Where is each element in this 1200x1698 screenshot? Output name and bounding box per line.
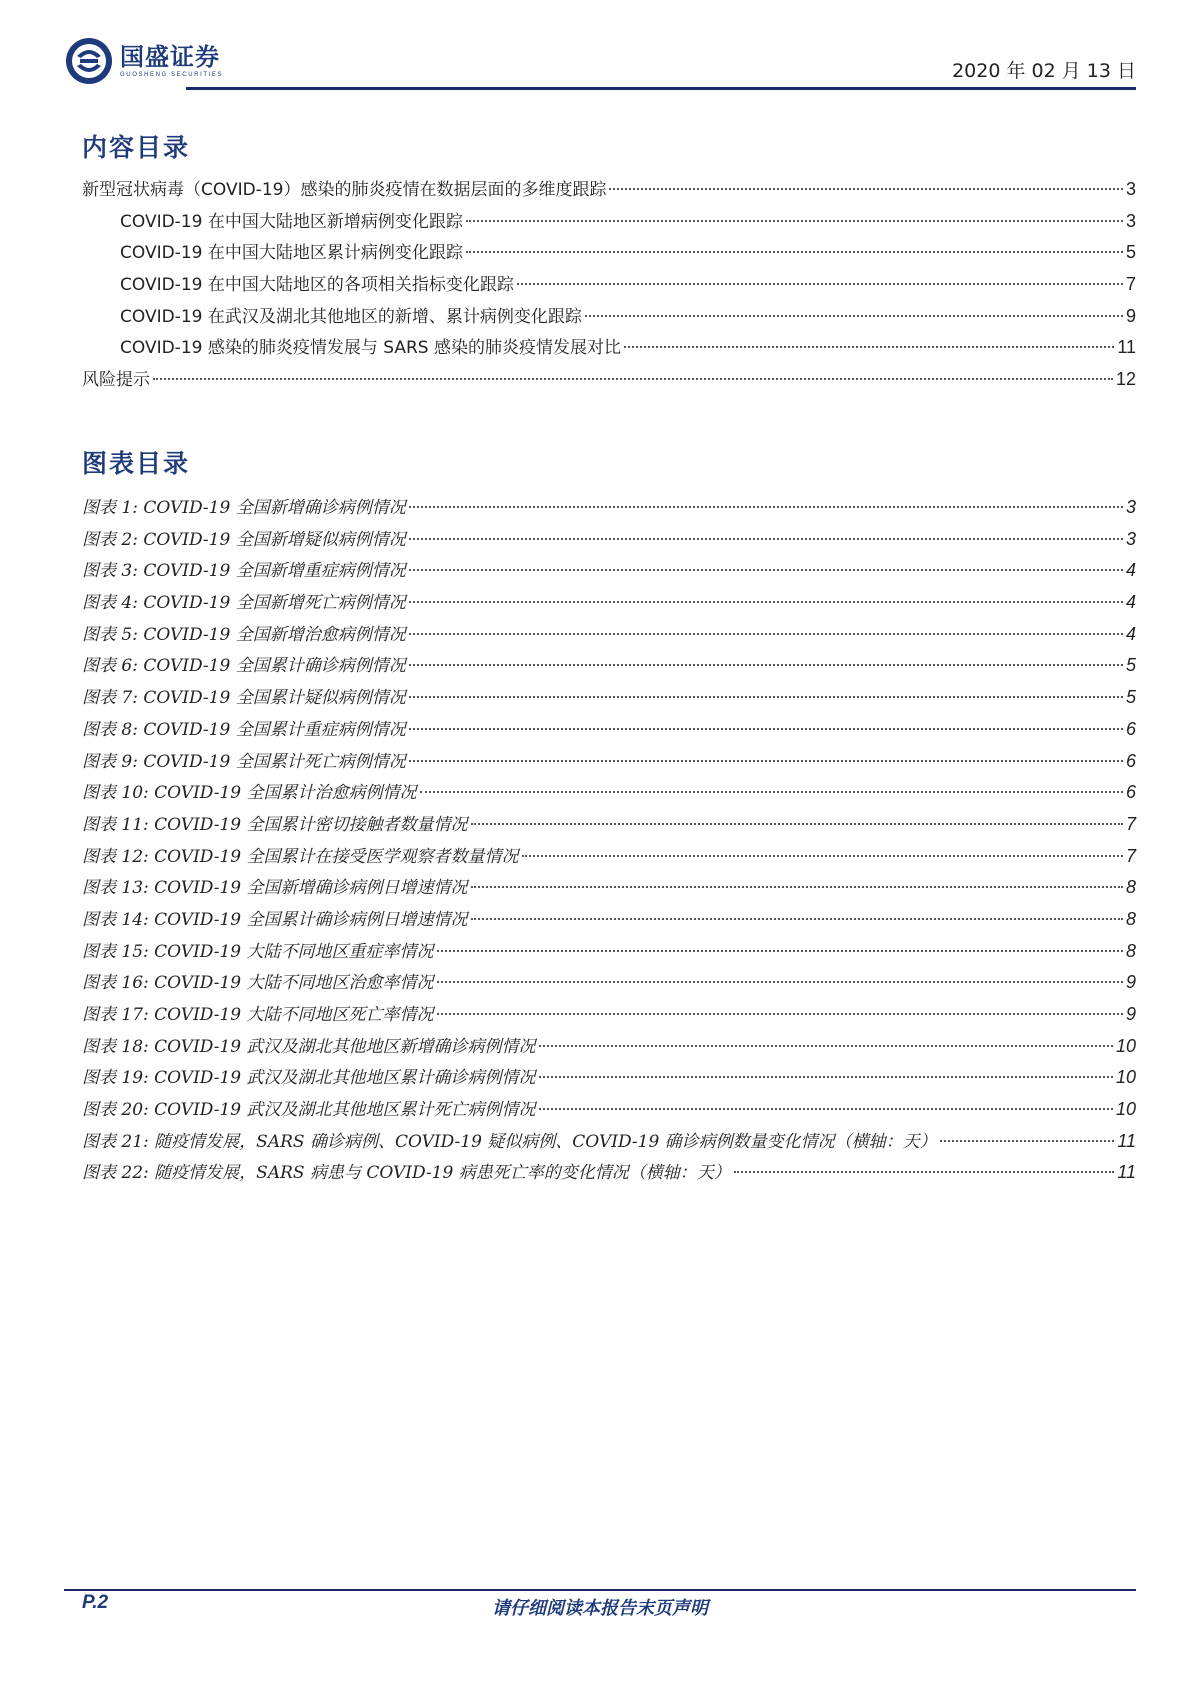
figure-toc-entry-page: 5	[1125, 655, 1136, 676]
content-toc-list	[82, 174, 1136, 396]
figure-toc-entry-title: 图表 1: COVID-19 全国新增确诊病例情况	[82, 498, 406, 518]
dot-leader	[609, 188, 1123, 190]
dot-leader	[409, 569, 1123, 571]
figure-toc-entry-page: 7	[1125, 813, 1136, 834]
dot-leader	[585, 315, 1123, 317]
figure-toc-entry[interactable]	[82, 1094, 1136, 1126]
figure-toc-entry-title: 图表 5: COVID-19 全国新增治愈病例情况	[82, 624, 406, 645]
content-toc-entry-page: 11	[1117, 337, 1136, 358]
dot-leader	[437, 981, 1123, 983]
figure-toc-entry-page: 8	[1125, 877, 1136, 898]
dot-leader	[517, 283, 1123, 285]
dot-leader	[624, 346, 1114, 348]
figure-toc-entry[interactable]	[82, 777, 1136, 809]
figure-toc-entry-page: 9	[1125, 1004, 1136, 1024]
content-toc-title: 内容目录	[82, 133, 191, 162]
content-toc-entry-title: COVID-19 在武汉及湖北其他地区的新增、累计病例变化跟踪	[120, 306, 582, 327]
figure-toc-entry-page: 4	[1125, 592, 1136, 613]
content-toc-entry[interactable]	[82, 364, 1136, 396]
content-toc-entry-page: 12	[1115, 369, 1136, 390]
content-toc-entry-title: COVID-19 感染的肺炎疫情发展与 SARS 感染的肺炎疫情发展对比	[120, 338, 622, 359]
dot-leader	[471, 886, 1123, 888]
dot-leader	[409, 538, 1123, 540]
figure-toc-list	[82, 492, 1136, 1189]
figure-toc-entry-page: 9	[1125, 972, 1136, 993]
figure-toc-entry-title: 图表 18: COVID-19 武汉及湖北其他地区新增确诊病例情况	[82, 1036, 536, 1057]
dot-leader	[940, 1140, 1115, 1142]
report-date: 2020 年 02 月 13 日	[952, 60, 1136, 82]
figure-toc-title: 图表目录	[82, 449, 191, 478]
dot-leader	[466, 220, 1123, 222]
figure-toc-entry[interactable]	[82, 936, 1136, 968]
dot-leader	[471, 918, 1123, 920]
figure-toc-entry-title: 图表 15: COVID-19 大陆不同地区重症率情况	[82, 941, 434, 962]
figure-toc-entry-page: 11	[1117, 1130, 1136, 1151]
page-number: P.2	[82, 1592, 109, 1613]
dot-leader	[409, 728, 1123, 730]
content-toc-entry-page: 3	[1125, 179, 1136, 199]
figure-toc-entry-title: 图表 8: COVID-19 全国累计重症病例情况	[82, 719, 406, 740]
figure-toc-entry-title: 图表 2: COVID-19 全国新增疑似病例情况	[82, 529, 406, 550]
figure-toc-entry-title: 图表 3: COVID-19 全国新增重症病例情况	[82, 561, 406, 582]
figure-toc-entry[interactable]	[82, 967, 1136, 999]
figure-toc-entry-title: 图表 7: COVID-19 全国累计疑似病例情况	[82, 688, 406, 709]
logo-english-name: GUOSHENG SECURITIES	[120, 72, 224, 78]
dot-leader	[539, 1045, 1113, 1047]
dot-leader	[734, 1171, 1115, 1173]
content-toc-entry-title: 风险提示	[82, 370, 150, 391]
figure-toc-entry-title: 图表 21: 随疫情发展，SARS 确诊病例、COVID-19 疑似病例、COVID-19 确诊病例数量变化情况（横轴：天）	[82, 1131, 937, 1152]
figure-toc-entry[interactable]	[82, 714, 1136, 746]
disclaimer-note: 请仔细阅读本报告末页声明	[492, 1598, 708, 1619]
figure-toc-entry-page: 11	[1117, 1162, 1136, 1183]
figure-toc-entry-page: 8	[1125, 940, 1136, 961]
figure-toc-entry[interactable]	[82, 650, 1136, 682]
figure-toc-entry-title: 图表 6: COVID-19 全国累计确诊病例情况	[82, 656, 406, 677]
figure-toc-entry-title: 图表 12: COVID-19 全国累计在接受医学观察者数量情况	[82, 846, 519, 867]
figure-toc-entry-title: 图表 17: COVID-19 大陆不同地区死亡率情况	[82, 1005, 434, 1025]
figure-toc-entry[interactable]	[82, 746, 1136, 778]
figure-toc-entry-page: 7	[1125, 845, 1136, 866]
figure-toc-entry-title: 图表 16: COVID-19 大陆不同地区治愈率情况	[82, 973, 434, 994]
figure-toc-entry-page: 3	[1125, 497, 1136, 517]
figure-toc-entry[interactable]	[82, 999, 1136, 1031]
dot-leader	[409, 664, 1123, 666]
figure-toc-entry-page: 6	[1125, 750, 1136, 771]
figure-toc-entry-page: 10	[1115, 1067, 1136, 1088]
figure-toc-entry-title: 图表 10: COVID-19 全国累计治愈病例情况	[82, 783, 417, 804]
dot-leader	[409, 601, 1123, 603]
content-toc-entry[interactable]	[82, 237, 1136, 269]
header-divider	[186, 87, 1136, 90]
figure-toc-entry-title: 图表 4: COVID-19 全国新增死亡病例情况	[82, 593, 406, 614]
dot-leader	[522, 855, 1123, 857]
content-toc-entry[interactable]	[82, 174, 1136, 206]
figure-toc-entry[interactable]	[82, 492, 1136, 524]
content-toc-entry[interactable]	[82, 301, 1136, 333]
figure-toc-entry[interactable]	[82, 587, 1136, 619]
content-toc-entry-title: COVID-19 在中国大陆地区累计病例变化跟踪	[120, 243, 463, 264]
content-toc-entry[interactable]	[82, 332, 1136, 364]
figure-toc-entry-page: 4	[1125, 623, 1136, 644]
guosheng-logo-icon	[64, 36, 114, 86]
figure-toc-entry[interactable]	[82, 904, 1136, 936]
content-toc-entry[interactable]	[82, 206, 1136, 238]
content-toc-entry-page: 5	[1125, 242, 1136, 263]
figure-toc-entry[interactable]	[82, 555, 1136, 587]
figure-toc-entry-page: 4	[1125, 560, 1136, 581]
figure-toc-entry-page: 3	[1125, 528, 1136, 549]
figure-toc-entry-title: 图表 9: COVID-19 全国累计死亡病例情况	[82, 751, 406, 772]
dot-leader	[437, 1013, 1123, 1015]
dot-leader	[471, 823, 1123, 825]
dot-leader	[437, 950, 1123, 952]
figure-toc-entry-title: 图表 13: COVID-19 全国新增确诊病例日增速情况	[82, 878, 468, 899]
dot-leader	[409, 506, 1123, 508]
dot-leader	[539, 1076, 1113, 1078]
content-toc-entry-page: 7	[1125, 274, 1136, 295]
figure-toc-entry[interactable]	[82, 524, 1136, 556]
content-toc-entry-page: 9	[1125, 305, 1136, 326]
figure-toc-entry[interactable]	[82, 1126, 1136, 1158]
logo-chinese-name: 国盛证券	[120, 43, 220, 71]
figure-toc-entry[interactable]	[82, 809, 1136, 841]
figure-toc-entry-title: 图表 19: COVID-19 武汉及湖北其他地区累计确诊病例情况	[82, 1068, 536, 1089]
figure-toc-entry-title: 图表 22: 随疫情发展，SARS 病患与 COVID-19 病患死亡率的变化情况（横轴：天）	[82, 1163, 731, 1184]
figure-toc-entry[interactable]	[82, 682, 1136, 714]
figure-toc-entry[interactable]	[82, 872, 1136, 904]
figure-toc-entry-page: 6	[1125, 782, 1136, 803]
figure-toc-entry[interactable]	[82, 1031, 1136, 1063]
dot-leader	[466, 251, 1123, 253]
content-toc-entry-title: COVID-19 在中国大陆地区新增病例变化跟踪	[120, 211, 463, 232]
figure-toc-entry-page: 6	[1125, 718, 1136, 739]
footer-divider	[64, 1589, 1136, 1591]
figure-toc-entry[interactable]	[82, 1157, 1136, 1189]
content-toc-entry-title: 新型冠状病毒（COVID-19）感染的肺炎疫情在数据层面的多维度跟踪	[82, 180, 607, 200]
dot-leader	[409, 696, 1123, 698]
dot-leader	[409, 633, 1123, 635]
dot-leader	[409, 760, 1123, 762]
content-toc-entry-title: COVID-19 在中国大陆地区的各项相关指标变化跟踪	[120, 275, 514, 296]
content-toc-entry[interactable]	[82, 269, 1136, 301]
figure-toc-entry[interactable]	[82, 1062, 1136, 1094]
page-header	[64, 30, 1136, 90]
dot-leader	[420, 791, 1123, 793]
dot-leader	[539, 1108, 1113, 1110]
content-toc-entry-page: 3	[1125, 210, 1136, 231]
company-logo	[64, 36, 223, 86]
figure-toc-entry-page: 10	[1115, 1035, 1136, 1056]
figure-toc-entry-title: 图表 14: COVID-19 全国累计确诊病例日增速情况	[82, 909, 468, 930]
figure-toc-entry[interactable]	[82, 841, 1136, 873]
figure-toc-entry-title: 图表 11: COVID-19 全国累计密切接触者数量情况	[82, 814, 468, 835]
figure-toc-entry-page: 10	[1115, 1099, 1136, 1120]
figure-toc-entry-page: 8	[1125, 908, 1136, 929]
dot-leader	[153, 378, 1113, 380]
figure-toc-entry[interactable]	[82, 619, 1136, 651]
figure-toc-entry-page: 5	[1125, 687, 1136, 708]
figure-toc-entry-title: 图表 20: COVID-19 武汉及湖北其他地区累计死亡病例情况	[82, 1100, 536, 1121]
